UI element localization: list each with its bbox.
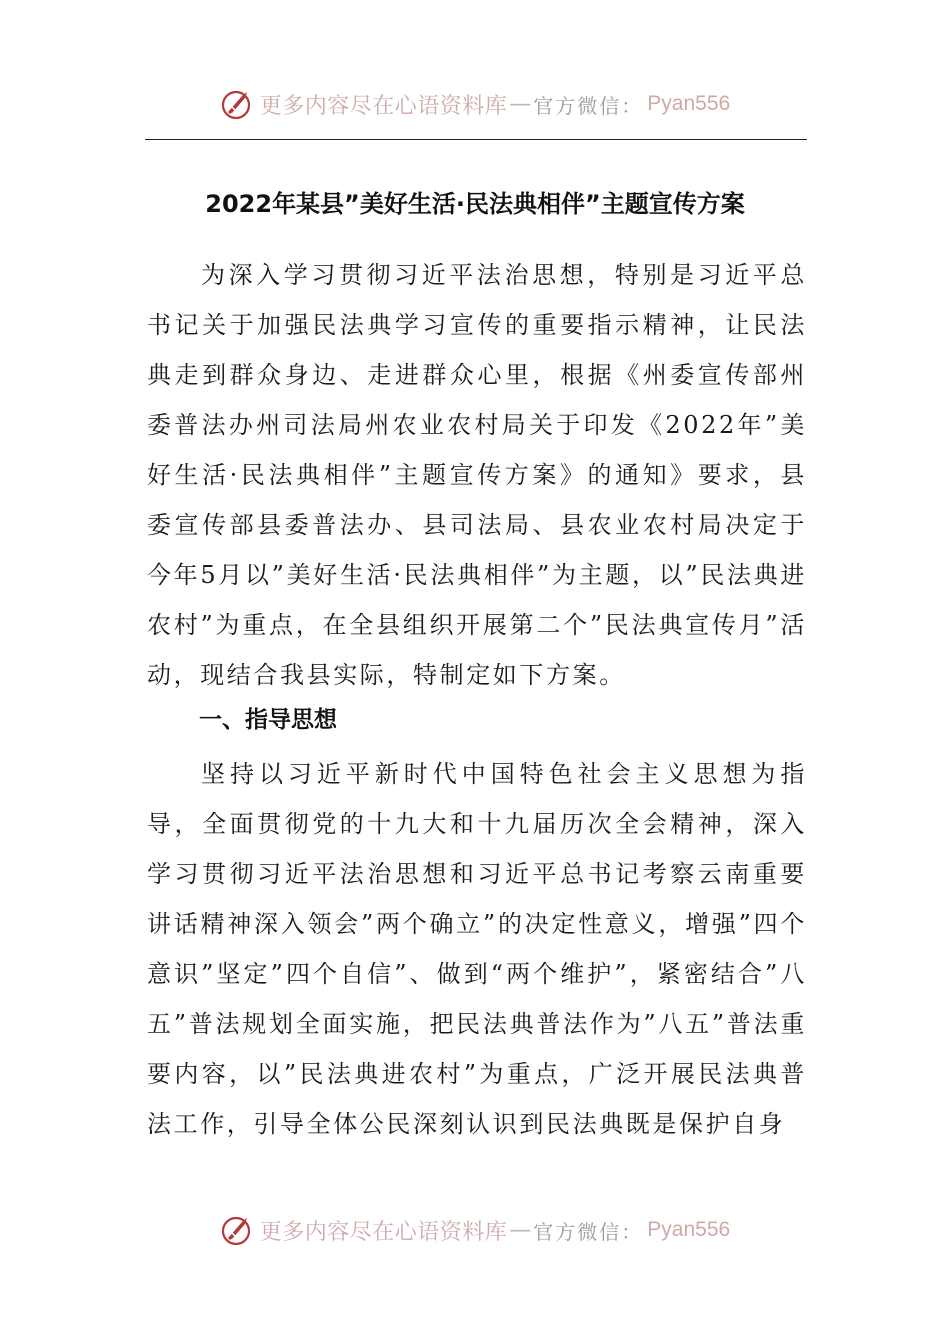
banner-label: 官方微信： xyxy=(533,93,644,118)
banner-text: 更多内容尽在心语资料库 xyxy=(259,93,508,119)
banner-wechat-id: Pyan556 xyxy=(647,92,731,115)
banner-label: 官方微信： xyxy=(533,1219,644,1244)
intro-paragraph-block xyxy=(147,250,807,700)
banner-dash: — xyxy=(509,91,532,117)
banner-dash: — xyxy=(509,1217,532,1243)
banner-text: 更多内容尽在心语资料库 xyxy=(259,1219,508,1245)
header-banner xyxy=(0,84,950,124)
banner-wechat-id: Pyan556 xyxy=(647,1218,731,1241)
section-heading: 一、指导思想 xyxy=(199,707,337,733)
section-paragraph: 坚持以习近平新时代中国特色社会主义思想为指导，全面贯彻党的十九大和十九届历次全会精神，深入学习贯彻习近平法治思想和习近平总书记考察云南重要讲话精神深入领会”两个确立”的决定性意义，增强”四个意识”坚定”四个自信”、做到“两个维护”，紧密结合”八五”普法规划全面实施，把民法典普法作为”八五”普法重要内容，以”民法典进农村”为重点，广泛开展民法典普法工作，引导全体公民深刻认识到民法典既是保护自身 xyxy=(147,760,807,1138)
document-title: 2022年某县”美好生活·民法典相伴”主题宣传方案 xyxy=(205,190,745,218)
footer-banner xyxy=(0,1210,950,1250)
header-rule xyxy=(145,139,807,140)
pen-nib-logo-icon xyxy=(220,87,254,121)
pen-nib-logo-icon xyxy=(220,1213,254,1247)
section-paragraph-block xyxy=(147,749,807,1149)
intro-paragraph: 为深入学习贯彻习近平法治思想，特别是习近平总书记关于加强民法典学习宣传的重要指示精神，让民法典走到群众身边、走进群众心里，根据《州委宣传部州委普法办州司法局州农业农村局关于印发《2022年”美好生活·民法典相伴”主题宣传方案》的通知》要求，县委宣传部县委普法办、县司法局、县农业农村局决定于今年5月以”美好生活·民法典相伴”为主题，以”民法典进农村”为重点，在全县组织开展第二个”民法典宣传月”活动，现结合我县实际，特制定如下方案。 xyxy=(147,261,807,689)
